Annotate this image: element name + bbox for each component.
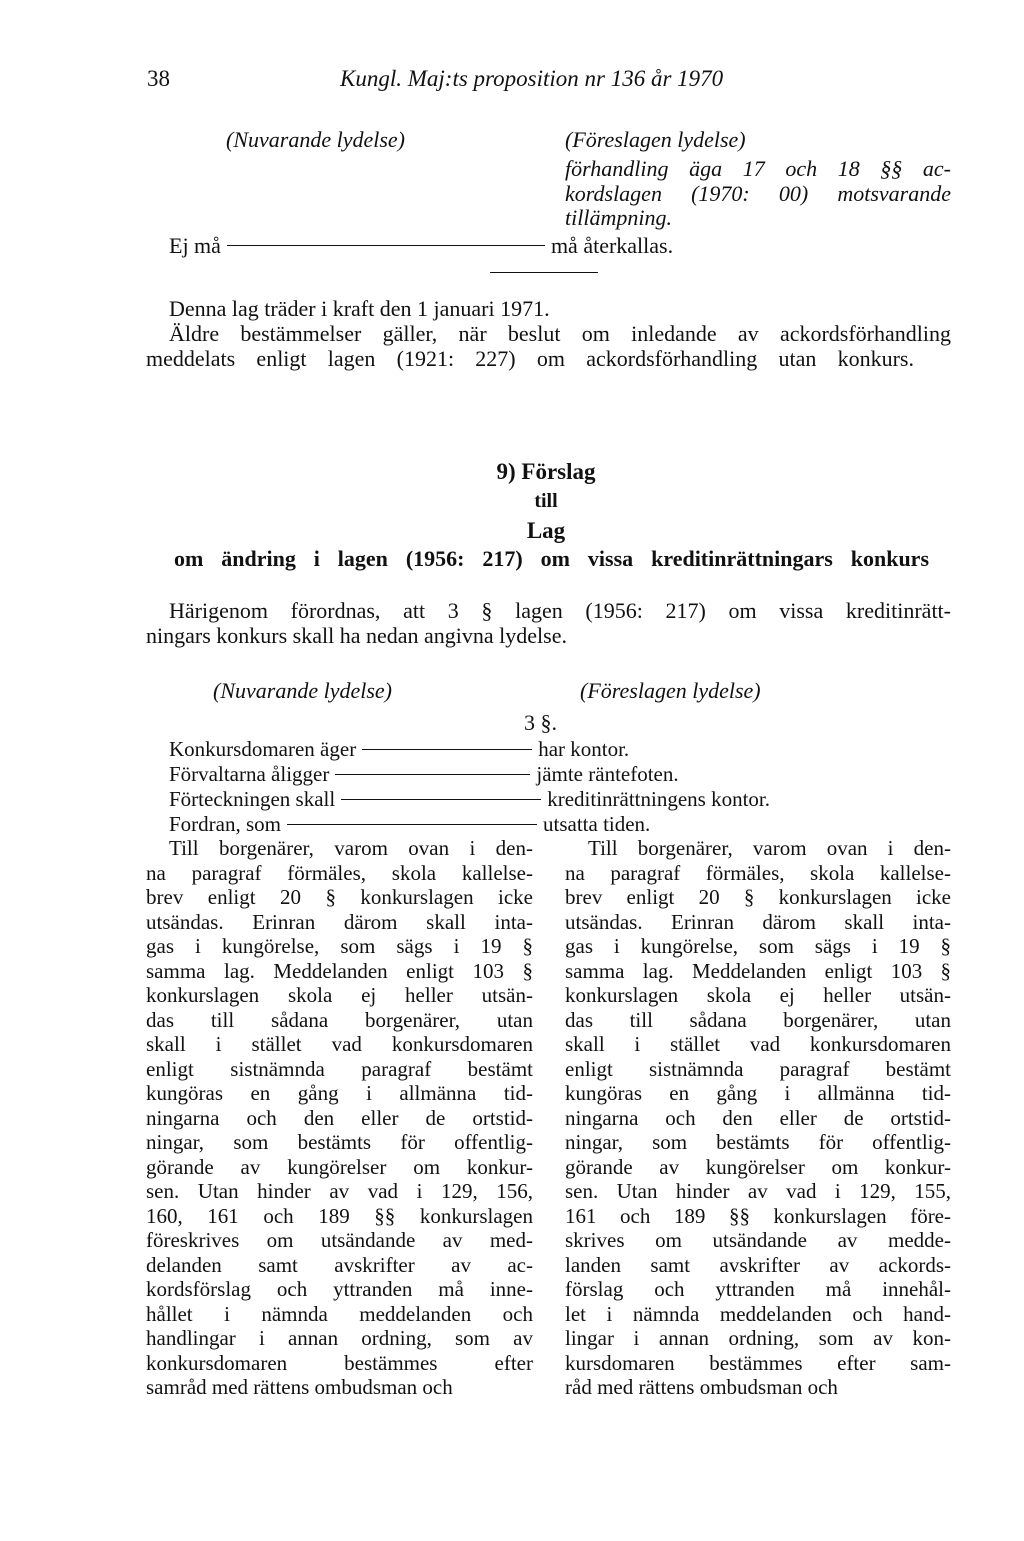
preamble-line: Härigenom förordnas, att 3 § lagen (1956: 217) om vissa kreditinrätt- [169,598,951,623]
text-line: konkurslagen skola ej heller utsän- [146,983,533,1007]
text-line: das till sådana borgenärer, utan [146,1007,533,1032]
col-heading-current: (Nuvarande lydelse) [226,127,405,152]
page-number: 38 [147,66,170,91]
preamble-line: ningars konkurs skall ha nedan angivna lydelse. [146,623,567,648]
text-line: 161 och 189 §§ konkurslagen före- [565,1203,951,1228]
dash-row [169,233,673,258]
text-line: utsändas. Erinran därom skall inta- [146,909,533,934]
text-line: skrives om utsändande av medde- [565,1228,951,1252]
text-line: sen. Utan hinder av vad i 129, 156, [146,1179,533,1203]
col-heading-proposed: (Föreslagen lydelse) [580,678,761,703]
dash-row-left: Konkursdomaren äger [169,737,357,761]
dash-row [169,787,770,811]
text-line: förslag och yttranden må innehål- [565,1277,951,1301]
text-line: samma lag. Meddelanden enligt 103 § [565,958,951,983]
text-line: delanden samt avskrifter av ac- [146,1252,533,1277]
text-line: let i nämnda meddelanden och hand- [565,1301,951,1326]
text-line: kordsförslag och yttranden må inne- [146,1277,533,1301]
text-line: sen. Utan hinder av vad i 129, 155, [565,1179,951,1203]
text-line: samråd med rättens ombudsman och [146,1375,453,1399]
text-line: skall i stället vad konkursdomaren [146,1032,533,1056]
dash-row-right: kreditinrättningens kontor. [547,787,771,811]
transition-line: Denna lag träder i kraft den 1 januari 1971. [169,296,550,321]
text-line: konkurslagen skola ej heller utsän- [565,983,951,1007]
text-line: ningarna och den eller de ortstid- [146,1105,533,1130]
text-line: råd med rättens ombudsman och [565,1375,838,1399]
text-line: görande av kungörelser om konkur- [565,1154,951,1179]
em-dash-separator [341,799,541,800]
transition-line: meddelats enligt lagen (1921: 227) om ackordsförhandling utan konkurs. [146,346,914,371]
text-line: 160, 161 och 189 §§ konkurslagen [146,1203,533,1228]
current-text-block [146,836,533,1400]
text-line: skall i stället vad konkursdomaren [565,1032,951,1056]
dash-row [169,737,629,761]
text-line: ningar, som bestämts för offentlig- [565,1130,951,1154]
text-line: kungöras en gång i allmänna tid- [146,1081,533,1105]
proposal-number: 9) Förslag [496,459,596,484]
text-line: gas i kungörelse, som sägs i 19 § [146,934,533,958]
text-line: föreskrives om utsändande av med- [146,1228,533,1252]
proposal-subject: om ändring i lagen (1956: 217) om vissa kreditinrättningars konkurs [174,546,929,571]
col-heading-current: (Nuvarande lydelse) [213,678,392,703]
text-line: na paragraf förmäles, skola kallelse- [146,860,533,885]
dash-row-right: må återkallas. [550,233,674,258]
text-line: handlingar i annan ordning, som av [146,1326,533,1350]
em-dash-separator [335,774,530,775]
dash-row-right: jämte räntefoten. [536,762,679,786]
proposed-text-block [565,157,951,231]
section-sign: 3 §. [524,710,557,735]
transition-line: Äldre bestämmelser gäller, när beslut om inledande av ackordsförhandling [169,321,951,346]
text-line: gas i kungörelse, som sägs i 19 § [565,934,951,958]
text-line: ningar, som bestämts för offentlig- [146,1130,533,1154]
proposal-till: till [534,490,558,512]
dash-row [169,812,650,836]
text-line: brev enligt 20 § konkurslagen icke [146,885,533,909]
dash-row [169,762,679,786]
text-line: tillämpning. [565,205,672,230]
text-line: kungöras en gång i allmänna tid- [565,1081,951,1105]
text-line: brev enligt 20 § konkurslagen icke [565,885,951,909]
text-line: na paragraf förmäles, skola kallelse- [565,860,951,885]
text-line: görande av kungörelser om konkur- [146,1154,533,1179]
dash-row-left: Fordran, som [169,812,281,836]
proposal-lag: Lag [526,518,566,543]
text-line: lingar i annan ordning, som av kon- [565,1326,951,1350]
text-line: kordslagen (1970: 00) motsvarande [565,180,951,206]
dash-row-right: utsatta tiden. [543,812,651,836]
em-dash-separator [287,824,537,825]
divider [490,272,598,273]
running-title: Kungl. Maj:ts proposition nr 136 år 1970 [340,66,724,91]
text-line: utsändas. Erinran därom skall inta- [565,909,951,934]
dash-row-right: har kontor. [538,737,630,761]
text-line: enligt sistnämnda paragraf bestämt [146,1056,533,1081]
text-line: konkursdomaren bestämmes efter [146,1350,533,1375]
text-line: Till borgenärer, varom ovan i den- [169,836,533,860]
em-dash-separator [227,245,545,246]
text-line: kursdomaren bestämmes efter sam- [565,1350,951,1375]
text-line: hållet i nämnda meddelanden och [146,1301,533,1326]
dash-row-left: Förteckningen skall [169,787,336,811]
text-line: enligt sistnämnda paragraf bestämt [565,1056,951,1081]
dash-row-left: Förvaltarna åligger [169,762,330,786]
dash-row-left: Ej må [169,233,221,258]
col-heading-proposed: (Föreslagen lydelse) [565,127,746,152]
em-dash-separator [362,749,532,750]
text-line: samma lag. Meddelanden enligt 103 § [146,958,533,983]
text-line: förhandling äga 17 och 18 §§ ac- [565,156,951,181]
text-line: das till sådana borgenärer, utan [565,1007,951,1032]
text-line: ningarna och den eller de ortstid- [565,1105,951,1130]
proposed-text-block [565,836,951,1400]
text-line: landen samt avskrifter av ackords- [565,1252,951,1277]
text-line: Till borgenärer, varom ovan i den- [588,836,951,860]
